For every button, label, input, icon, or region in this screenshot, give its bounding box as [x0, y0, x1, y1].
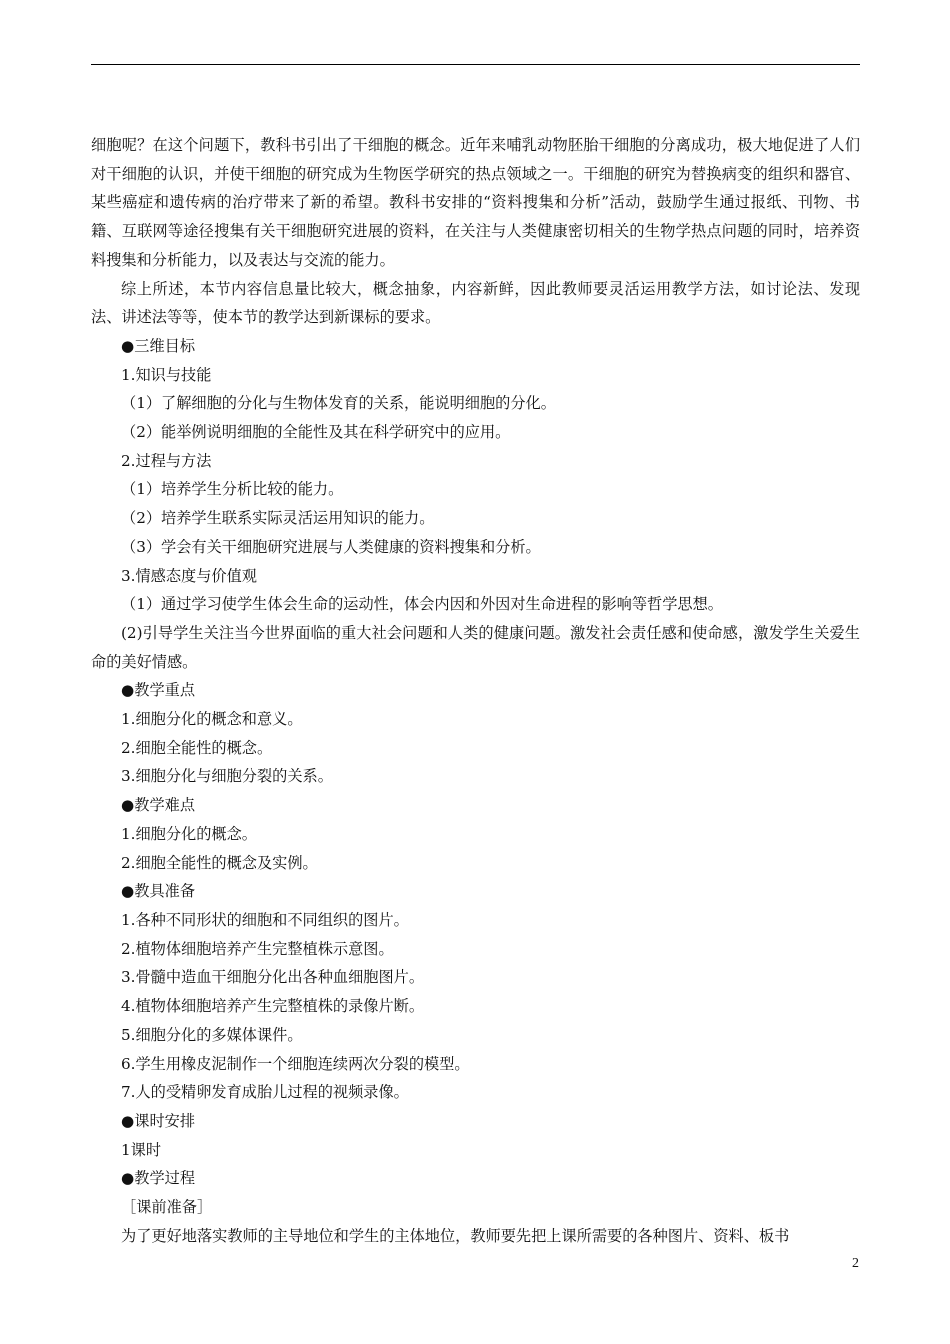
goal-item: （3）学会有关干细胞研究进展与人类健康的资料搜集和分析。	[121, 537, 541, 556]
material-item: 7.人的受精卵发育成胎儿过程的视频录像。	[121, 1083, 409, 1102]
goal-process-title: 2.过程与方法	[121, 451, 212, 470]
material-item: 4.植物体细胞培养产生完整植株的录像片断。	[121, 997, 425, 1016]
section-heading-difficulties: ●教学难点	[121, 796, 196, 815]
goal-item: （1）通过学习使学生体会生命的运动性，体会内因和外因对生命进程的影响等哲学思想。	[121, 595, 723, 614]
process-subheading: ［课前准备］	[121, 1198, 213, 1217]
process-paragraph: 为了更好地落实教师的主导地位和学生的主体地位，教师要先把上课所需要的各种图片、资料、板书	[121, 1226, 790, 1245]
section-heading-materials: ●教具准备	[121, 882, 196, 901]
section-heading-goals: ●三维目标	[121, 336, 196, 355]
section-heading-process: ●教学过程	[121, 1169, 196, 1188]
key-point-item: 3.细胞分化与细胞分裂的关系。	[121, 767, 333, 786]
intro-paragraph: 细胞呢？在这个问题下，教科书引出了干细胞的概念。近年来哺乳动物胚胎干细胞的分离成功，极大地促进了人们对干细胞的认识，并使干细胞的研究成为生物医学研究的热点领域之一。干细胞的研究为替换病变的组织和器官、某些癌症和遗传病的治疗带来了新的希望。教科书安排的“资料搜集和分析”活动，鼓励学生通过报纸、刊物、书籍、互联网等途径搜集有关干细胞研究进展的资料，在关注与人类健康密切相关的生物学热点问题的同时，培养资料搜集和分析能力，以及表达与交流的能力。	[91, 136, 860, 269]
page-number: 2	[852, 1256, 859, 1271]
goal-item: （1）培养学生分析比较的能力。	[121, 480, 344, 499]
key-point-item: 2.细胞全能性的概念。	[121, 738, 273, 757]
page-content	[91, 131, 860, 1250]
material-item: 2.植物体细胞培养产生完整植株示意图。	[121, 939, 394, 958]
goal-attitude-title: 3.情感态度与价值观	[121, 566, 257, 585]
goal-item: （2）培养学生联系实际灵活运用知识的能力。	[121, 509, 435, 528]
schedule-value: 1课时	[121, 1140, 162, 1159]
material-item: 1.各种不同形状的细胞和不同组织的图片。	[121, 910, 409, 929]
summary-paragraph: 综上所述，本节内容信息量比较大，概念抽象，内容新鲜，因此教师要灵活运用教学方法，如讨论法、发现法、讲述法等等，使本节的教学达到新课标的要求。	[91, 279, 860, 327]
difficulty-item: 1.细胞分化的概念。	[121, 824, 257, 843]
header-rule	[91, 64, 860, 65]
goal-knowledge-title: 1.知识与技能	[121, 365, 212, 384]
difficulty-item: 2.细胞全能性的概念及实例。	[121, 853, 318, 872]
section-heading-schedule: ●课时安排	[121, 1111, 196, 1130]
goal-item: （1）了解细胞的分化与生物体发育的关系，能说明细胞的分化。	[121, 394, 556, 413]
section-heading-key-points: ●教学重点	[121, 681, 196, 700]
key-point-item: 1.细胞分化的概念和意义。	[121, 710, 303, 729]
goal-item: （2）能举例说明细胞的全能性及其在科学研究中的应用。	[121, 423, 511, 442]
material-item: 5.细胞分化的多媒体课件。	[121, 1025, 303, 1044]
goal-item: (2)引导学生关注当今世界面临的重大社会问题和人类的健康问题。激发社会责任感和使命感，激发学生关爱生命的美好情感。	[91, 623, 860, 671]
material-item: 3.骨髓中造血干细胞分化出各种血细胞图片。	[121, 968, 425, 987]
material-item: 6.学生用橡皮泥制作一个细胞连续两次分裂的模型。	[121, 1054, 470, 1073]
